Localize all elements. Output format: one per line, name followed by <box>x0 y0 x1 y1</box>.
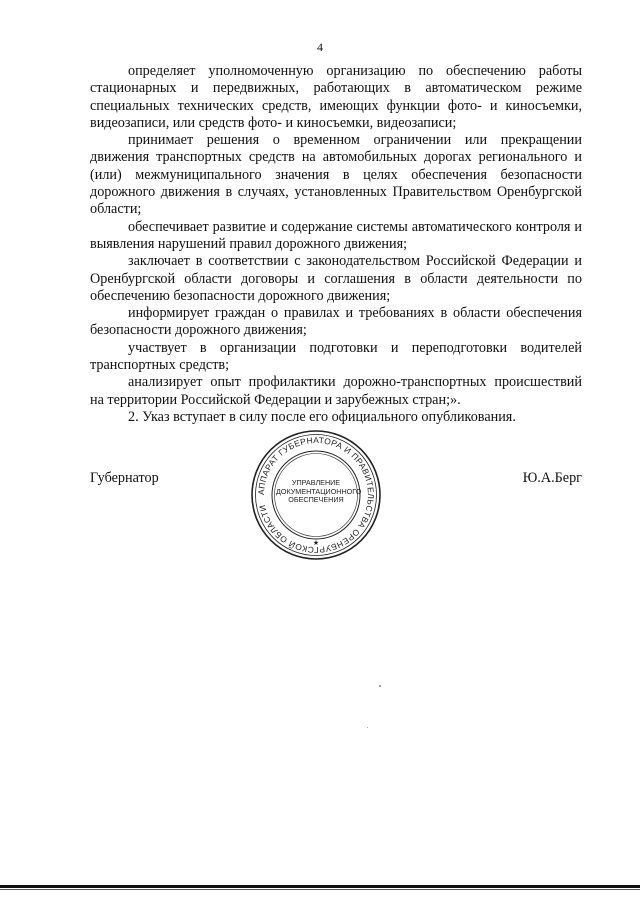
seal-center-line: ОБЕСПЕЧЕНИЯ <box>288 495 344 505</box>
paragraph: заключает в соответствии с законодательством Российской Федерации и Оренбургской области договоры и соглашения в области деятельности по обеспечению безопасности дорожного движения; <box>90 253 582 304</box>
seal-center-line: УПРАВЛЕНИЕ <box>291 478 341 487</box>
footer-rule <box>0 885 640 888</box>
paragraph: определяет уполномоченную организацию по обеспечению работы стационарных и передвижных, работающих в автоматическом режиме специальных технических средств, имеющих функции фото- и киносъемки, видеозаписи, или средств фото- и киносъемки, видеозаписи; <box>90 63 582 131</box>
scan-speck <box>379 685 381 687</box>
footer-rule <box>0 889 640 890</box>
scan-speck <box>367 727 368 728</box>
seal-center-line: ДОКУМЕНТАЦИОННОГО <box>276 486 362 496</box>
paragraph: обеспечивает развитие и содержание системы автоматического контроля и выявления нарушений правил дорожного движения; <box>90 218 582 252</box>
signatory-name: Ю.А.Берг <box>522 470 582 486</box>
svg-text:★: ★ <box>312 539 320 547</box>
document-body <box>90 63 582 426</box>
paragraph: принимает решения о временном ограничении или прекращении движения транспортных средств на автомобильных дорогах регионального и (или) межмуниципального значения в целях обеспечения безопасности дорожного движения в случаях, установленных Правительством Оренбургской области; <box>90 132 582 218</box>
official-seal-stamp <box>249 428 383 562</box>
paragraph: анализирует опыт профилактики дорожно-транспортных происшествий на территории Российской Федерации и зарубежных стран;». <box>90 374 582 408</box>
seal-center-text <box>276 478 362 505</box>
page-number: 4 <box>317 40 323 54</box>
paragraph: участвует в организации подготовки и переподготовки водителей транспортных средств; <box>90 339 582 374</box>
paragraph: информирует граждан о правилах и требованиях в области обеспечения безопасности дорожного движения; <box>90 305 582 339</box>
signatory-title: Губернатор <box>90 470 159 486</box>
seal-ring-text: АППАРАТ ГУБЕРНАТОРА И ПРАВИТЕЛЬСТВА ОРЕНБУРГСКОЙ ОБЛАСТИ <box>255 434 377 556</box>
paragraph: 2. Указ вступает в силу после его официального опубликования. <box>128 408 516 425</box>
